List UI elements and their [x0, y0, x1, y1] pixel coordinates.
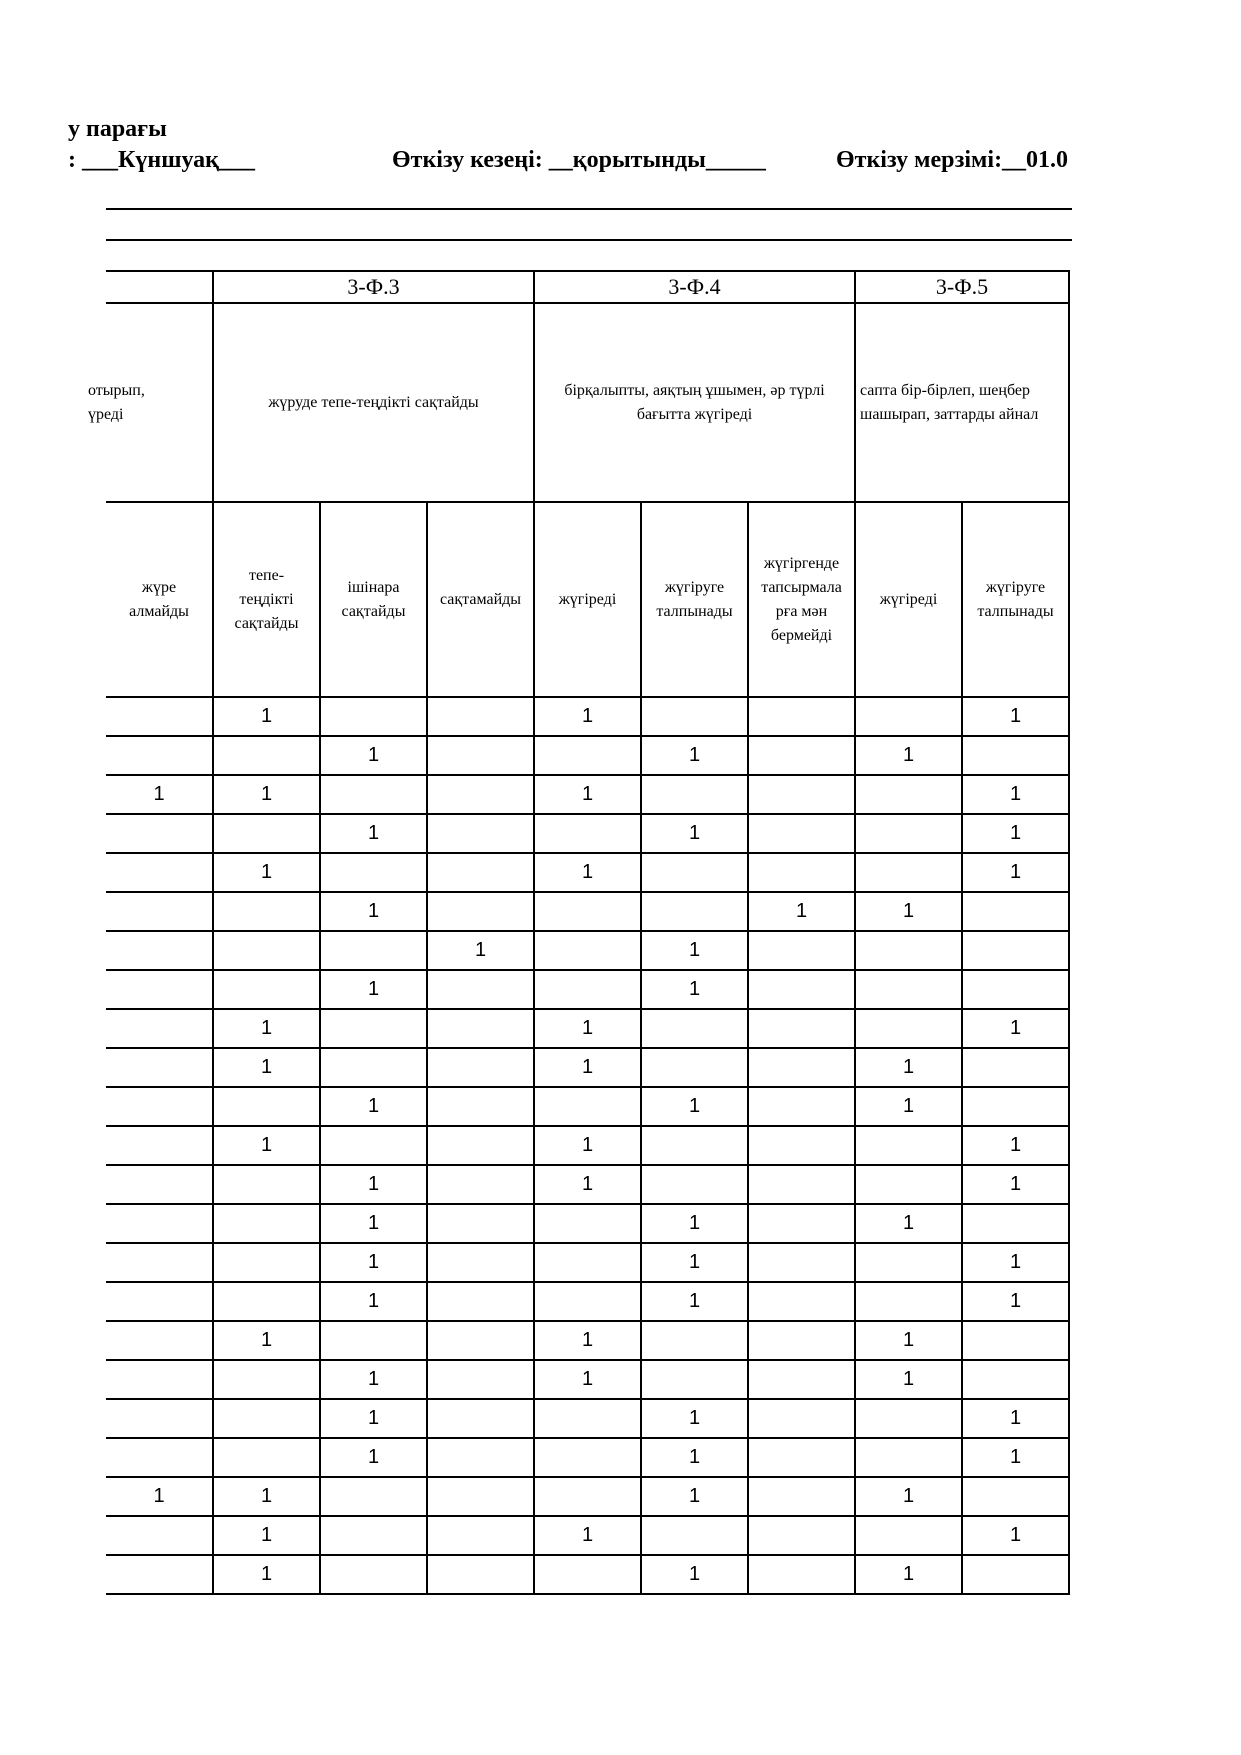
table-cell: 1	[320, 1399, 427, 1438]
code-cell: 3-Ф.4	[534, 271, 855, 303]
table-row	[106, 697, 1069, 736]
blank-line-1	[106, 208, 1072, 210]
table-cell: 1	[213, 1555, 320, 1594]
table-cell: 1	[855, 1477, 962, 1516]
table-cell	[213, 931, 320, 970]
table-cell	[748, 1438, 855, 1477]
table-cell: 1	[641, 931, 748, 970]
table-cell	[748, 1204, 855, 1243]
table-cell: 1	[641, 1243, 748, 1282]
table-cell	[427, 1204, 534, 1243]
table-cell	[748, 1165, 855, 1204]
table-cell	[855, 1009, 962, 1048]
table-cell: 1	[962, 853, 1069, 892]
table-cell	[534, 1087, 641, 1126]
table-cell	[106, 1048, 213, 1087]
table-cell	[320, 931, 427, 970]
table-cell: 1	[962, 814, 1069, 853]
table-cell	[213, 1165, 320, 1204]
table-cell	[427, 1009, 534, 1048]
table-cell	[106, 1321, 213, 1360]
table-cell	[213, 736, 320, 775]
table-cell: 1	[855, 1555, 962, 1594]
table-cell	[748, 1360, 855, 1399]
table-cell	[106, 1165, 213, 1204]
table-cell: 1	[641, 814, 748, 853]
table-row	[106, 1516, 1069, 1555]
table-cell	[748, 853, 855, 892]
table-cell	[748, 1087, 855, 1126]
table-cell	[748, 1399, 855, 1438]
subheader-cell: жүре алмайды	[106, 502, 213, 697]
table-cell	[320, 1009, 427, 1048]
table-row	[106, 1009, 1069, 1048]
right-page-margin	[1072, 0, 1241, 1755]
table-cell: 1	[534, 1009, 641, 1048]
table-cell	[748, 1009, 855, 1048]
table-row	[106, 1165, 1069, 1204]
table-cell: 1	[641, 1477, 748, 1516]
table-cell	[106, 1282, 213, 1321]
table-cell	[106, 970, 213, 1009]
table-cell: 1	[213, 1126, 320, 1165]
table-cell	[641, 697, 748, 736]
table-cell	[106, 1360, 213, 1399]
table-cell: 1	[213, 697, 320, 736]
table-cell: 1	[641, 1087, 748, 1126]
table-cell	[962, 1204, 1069, 1243]
table-cell: 1	[748, 892, 855, 931]
table-cell	[855, 1438, 962, 1477]
table-cell: 1	[213, 1009, 320, 1048]
table-cell	[320, 1321, 427, 1360]
table-cell	[106, 697, 213, 736]
table-cell: 1	[855, 1087, 962, 1126]
table-cell	[534, 1204, 641, 1243]
table-cell	[427, 1555, 534, 1594]
table-cell	[962, 1048, 1069, 1087]
table-cell	[748, 1477, 855, 1516]
subheader-cell: тепе- теңдікті сақтайды	[213, 502, 320, 697]
group-name: : ___Күншуақ___	[68, 147, 255, 173]
table-cell	[748, 775, 855, 814]
table-cell	[427, 1360, 534, 1399]
table-cell	[962, 892, 1069, 931]
subheader-cell: жүгіреді	[534, 502, 641, 697]
table-cell	[427, 697, 534, 736]
table-cell	[534, 1477, 641, 1516]
table-cell	[748, 1126, 855, 1165]
table-cell	[855, 931, 962, 970]
table-cell	[962, 931, 1069, 970]
table-row	[106, 1321, 1069, 1360]
table-cell	[534, 1555, 641, 1594]
table-row	[106, 775, 1069, 814]
observation-table	[88, 270, 1070, 1595]
table-cell: 1	[962, 1243, 1069, 1282]
table-cell	[855, 1165, 962, 1204]
table-row	[106, 1282, 1069, 1321]
table-cell: 1	[534, 853, 641, 892]
table-cell: 1	[106, 1477, 213, 1516]
table-row	[106, 853, 1069, 892]
table-cell: 1	[320, 1438, 427, 1477]
table-cell	[641, 1516, 748, 1555]
table-cell	[106, 1087, 213, 1126]
table-cell	[320, 1477, 427, 1516]
table-cell	[855, 1126, 962, 1165]
table-cell: 1	[534, 1126, 641, 1165]
table-cell	[641, 1360, 748, 1399]
table-cell: 1	[962, 1516, 1069, 1555]
table-cell	[748, 931, 855, 970]
table-cell: 1	[641, 970, 748, 1009]
table-cell	[427, 1477, 534, 1516]
table-cell	[213, 892, 320, 931]
table-cell	[641, 775, 748, 814]
table-cell	[962, 1477, 1069, 1516]
table-cell: 1	[534, 775, 641, 814]
table-row	[106, 1399, 1069, 1438]
table-cell: 1	[213, 1048, 320, 1087]
table-cell	[106, 1204, 213, 1243]
table-row	[106, 1477, 1069, 1516]
table-cell	[106, 1399, 213, 1438]
table-cell	[106, 853, 213, 892]
table-row	[106, 1126, 1069, 1165]
table-cell	[641, 1048, 748, 1087]
table-cell	[427, 736, 534, 775]
sheet-title: у парағы	[68, 116, 167, 142]
table-cell	[427, 1165, 534, 1204]
table-cell: 1	[213, 1477, 320, 1516]
period-label: Өткізу кезеңі: __қорытынды_____	[392, 147, 766, 173]
table-row	[106, 1087, 1069, 1126]
table-cell	[427, 1321, 534, 1360]
table-cell: 1	[534, 1516, 641, 1555]
table-row	[106, 814, 1069, 853]
table-cell	[534, 892, 641, 931]
table-cell	[320, 1555, 427, 1594]
table-cell	[534, 931, 641, 970]
table-cell	[641, 1009, 748, 1048]
table-cell: 1	[213, 853, 320, 892]
table-cell: 1	[534, 1048, 641, 1087]
code-cell: 3-Ф.3	[213, 271, 534, 303]
table-cell	[106, 1009, 213, 1048]
table-cell: 1	[962, 1438, 1069, 1477]
table-cell	[855, 1399, 962, 1438]
table-cell: 1	[962, 1009, 1069, 1048]
table-cell	[748, 1243, 855, 1282]
table-cell	[106, 892, 213, 931]
table-cell	[748, 1555, 855, 1594]
table-cell: 1	[855, 1048, 962, 1087]
table-cell	[106, 1243, 213, 1282]
table-cell	[427, 1126, 534, 1165]
table-cell	[427, 1516, 534, 1555]
description-cell: сапта бір-бірлеп, шеңбер шашырап, заттарды айнал	[855, 303, 1069, 502]
table-cell	[427, 1399, 534, 1438]
table-cell	[641, 1321, 748, 1360]
table-cell: 1	[641, 1399, 748, 1438]
table-cell: 1	[534, 1165, 641, 1204]
table-cell	[427, 1243, 534, 1282]
table-cell	[748, 1516, 855, 1555]
subheader-row	[106, 502, 1069, 697]
table-cell: 1	[641, 1438, 748, 1477]
subheader-cell: жүгіргенде тапсырмала рға мән бермейді	[748, 502, 855, 697]
table-row	[106, 1243, 1069, 1282]
table-row	[106, 970, 1069, 1009]
table-cell	[427, 853, 534, 892]
table-cell	[213, 1360, 320, 1399]
table-cell	[320, 1126, 427, 1165]
table-cell: 1	[641, 1204, 748, 1243]
table-cell	[106, 1516, 213, 1555]
table-cell: 1	[320, 1087, 427, 1126]
table-cell	[748, 814, 855, 853]
table-cell	[213, 814, 320, 853]
table-cell: 1	[320, 1204, 427, 1243]
table-cell: 1	[962, 1165, 1069, 1204]
table-cell: 1	[534, 1360, 641, 1399]
table-cell: 1	[855, 892, 962, 931]
table-cell	[748, 1321, 855, 1360]
table-cell: 1	[962, 775, 1069, 814]
table-cell: 1	[641, 1282, 748, 1321]
table-cell	[534, 814, 641, 853]
table-cell: 1	[213, 775, 320, 814]
table-cell	[213, 1399, 320, 1438]
table-cell	[641, 1126, 748, 1165]
table-cell: 1	[320, 1165, 427, 1204]
table-cell	[427, 775, 534, 814]
subheader-cell: жүгіруге талпынады	[641, 502, 748, 697]
table-cell	[641, 1165, 748, 1204]
table-cell	[320, 775, 427, 814]
table-cell	[427, 970, 534, 1009]
subheader-cell: сақтамайды	[427, 502, 534, 697]
table-cell: 1	[855, 736, 962, 775]
table-cell	[748, 697, 855, 736]
table-cell	[427, 892, 534, 931]
table-cell	[213, 1243, 320, 1282]
table-cell	[855, 814, 962, 853]
table-cell: 1	[855, 1204, 962, 1243]
table-cell: 1	[213, 1516, 320, 1555]
table-cell	[320, 1048, 427, 1087]
table-cell	[534, 1438, 641, 1477]
table-row	[106, 1204, 1069, 1243]
table-cell	[534, 1399, 641, 1438]
table-row	[106, 1438, 1069, 1477]
table-cell: 1	[320, 1360, 427, 1399]
table-cell	[855, 775, 962, 814]
table-cell	[748, 1048, 855, 1087]
table-cell: 1	[320, 1243, 427, 1282]
table-cell	[106, 736, 213, 775]
table-cell: 1	[962, 1126, 1069, 1165]
table-cell	[213, 970, 320, 1009]
table-cell	[106, 814, 213, 853]
table-cell: 1	[106, 775, 213, 814]
table-cell: 1	[427, 931, 534, 970]
subheader-cell: жүгіруге талпынады	[962, 502, 1069, 697]
table-cell	[855, 697, 962, 736]
table-row	[106, 892, 1069, 931]
table-cell: 1	[962, 1399, 1069, 1438]
table-cell: 1	[962, 697, 1069, 736]
table-cell	[213, 1282, 320, 1321]
table-cell	[962, 736, 1069, 775]
table-row	[106, 1555, 1069, 1594]
table-row	[106, 1360, 1069, 1399]
table-cell	[320, 1516, 427, 1555]
table-cell	[534, 1243, 641, 1282]
table-row	[106, 736, 1069, 775]
description-cell: бірқалыпты, аяқтың ұшымен, әр түрлі бағытта жүгіреді	[534, 303, 855, 502]
table-cell	[748, 1282, 855, 1321]
code-row	[106, 271, 1069, 303]
table-cell: 1	[320, 1282, 427, 1321]
table-cell	[106, 931, 213, 970]
table-cell	[962, 970, 1069, 1009]
table-cell: 1	[534, 697, 641, 736]
table-cell	[427, 1087, 534, 1126]
table-row	[106, 931, 1069, 970]
table-cell: 1	[320, 970, 427, 1009]
table-cell	[534, 970, 641, 1009]
table-cell: 1	[962, 1282, 1069, 1321]
table-cell	[320, 853, 427, 892]
table-cell	[106, 1126, 213, 1165]
description-cell: жүруде тепе-теңдікті сақтайды	[213, 303, 534, 502]
table-cell: 1	[534, 1321, 641, 1360]
table-cell	[855, 853, 962, 892]
table-cell	[213, 1204, 320, 1243]
table-cell	[106, 1555, 213, 1594]
table-cell	[855, 970, 962, 1009]
table-cell	[962, 1321, 1069, 1360]
table-cell	[855, 1282, 962, 1321]
table-cell	[427, 1438, 534, 1477]
table-row	[106, 1048, 1069, 1087]
table-cell: 1	[855, 1360, 962, 1399]
table-cell	[748, 970, 855, 1009]
table-cell	[962, 1555, 1069, 1594]
table-cell: 1	[641, 1555, 748, 1594]
table-cell	[106, 1438, 213, 1477]
left-page-margin	[0, 0, 66, 1755]
table-cell: 1	[320, 814, 427, 853]
table-cell: 1	[855, 1321, 962, 1360]
blank-line-2	[106, 239, 1072, 241]
table-cell: 1	[320, 736, 427, 775]
table-cell	[427, 1048, 534, 1087]
table-cell	[534, 736, 641, 775]
table-cell	[855, 1243, 962, 1282]
table-cell	[427, 814, 534, 853]
table-cell	[320, 697, 427, 736]
table-cell	[213, 1438, 320, 1477]
table-cell: 1	[213, 1321, 320, 1360]
table-cell	[534, 1282, 641, 1321]
description-cell: отырып, үреді	[106, 303, 213, 502]
table-cell	[641, 853, 748, 892]
subheader-cell: жүгіреді	[855, 502, 962, 697]
table-cell	[748, 736, 855, 775]
description-row	[106, 303, 1069, 502]
table-cell	[213, 1087, 320, 1126]
table-cell: 1	[320, 892, 427, 931]
date-label: Өткізу мерзімі:__01.0	[836, 147, 1069, 173]
table-cell	[962, 1087, 1069, 1126]
code-cell: 3-Ф.5	[855, 271, 1069, 303]
table-cell	[855, 1516, 962, 1555]
table-cell	[641, 892, 748, 931]
code-cell-blank	[106, 271, 213, 303]
table-cell	[962, 1360, 1069, 1399]
table-cell	[427, 1282, 534, 1321]
subheader-cell: ішінара сақтайды	[320, 502, 427, 697]
table-cell: 1	[641, 736, 748, 775]
